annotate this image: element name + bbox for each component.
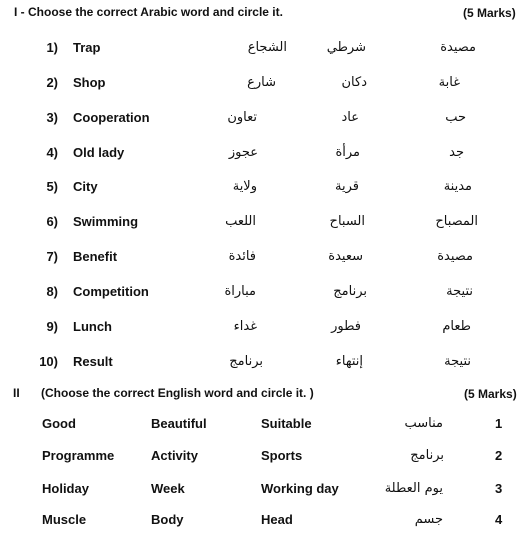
arabic-option-1[interactable]: شارع: [247, 75, 276, 90]
arabic-option-3[interactable]: حب: [445, 110, 466, 125]
arabic-option-3[interactable]: نتيجة: [444, 354, 471, 369]
english-option-3[interactable]: Working day: [261, 481, 339, 496]
english-word: Swimming: [73, 214, 139, 229]
arabic-word: جسم: [414, 512, 443, 527]
arabic-option-2[interactable]: عاد: [341, 110, 359, 125]
english-option-3[interactable]: Suitable: [261, 416, 312, 431]
arabic-option-3[interactable]: مصيدة: [437, 249, 473, 264]
arabic-option-3[interactable]: مدينة: [443, 179, 472, 194]
arabic-word: يوم العطلة: [384, 481, 443, 496]
section-2-title: (Choose the correct English word and circle it. ): [41, 386, 314, 400]
section-1-title: I - Choose the correct Arabic word and circle it.: [14, 5, 283, 19]
question-number: 6): [46, 214, 58, 229]
english-word: City: [73, 179, 98, 194]
arabic-option-1[interactable]: فائدة: [228, 249, 256, 264]
arabic-word: برنامج: [410, 448, 444, 463]
english-word: Competition: [73, 284, 149, 299]
arabic-option-1[interactable]: عجوز: [228, 145, 258, 160]
arabic-option-2[interactable]: سعيدة: [328, 249, 363, 264]
arabic-option-2[interactable]: السباح: [329, 214, 365, 229]
arabic-option-1[interactable]: تعاون: [227, 110, 257, 125]
question-number: 3): [46, 110, 58, 125]
english-option-2[interactable]: Activity: [151, 448, 198, 463]
arabic-option-1[interactable]: برنامج: [229, 354, 263, 369]
arabic-option-3[interactable]: المصباح: [435, 214, 478, 229]
english-option-1[interactable]: Programme: [42, 448, 115, 463]
english-option-2[interactable]: Body: [151, 512, 184, 527]
arabic-option-1[interactable]: الشجاع: [247, 40, 287, 55]
question-number: 10): [39, 354, 58, 369]
english-word: Trap: [73, 40, 101, 55]
english-option-1[interactable]: Good: [42, 416, 76, 431]
question-number: 2): [46, 75, 58, 90]
section-2-marks: (5 Marks): [464, 387, 517, 401]
question-number: 9): [46, 319, 58, 334]
question-number: 8): [46, 284, 58, 299]
english-word: Shop: [73, 75, 106, 90]
arabic-option-2[interactable]: برنامج: [333, 284, 367, 299]
question-number: 7): [46, 249, 58, 264]
english-option-1[interactable]: Holiday: [42, 481, 89, 496]
arabic-option-1[interactable]: مباراة: [224, 284, 256, 299]
english-option-2[interactable]: Week: [151, 481, 185, 496]
english-word: Cooperation: [73, 110, 150, 125]
english-option-3[interactable]: Head: [261, 512, 293, 527]
english-word: Lunch: [73, 319, 112, 334]
arabic-option-1[interactable]: غداء: [233, 319, 257, 334]
arabic-option-3[interactable]: جد: [449, 145, 464, 160]
section-1-marks: (5 Marks): [463, 6, 516, 20]
arabic-word: مناسب: [404, 416, 443, 431]
arabic-option-1[interactable]: اللعب: [225, 214, 256, 229]
english-option-2[interactable]: Beautiful: [151, 416, 207, 431]
question-number: 4): [46, 145, 58, 160]
arabic-option-2[interactable]: إنتهاء: [335, 354, 363, 369]
arabic-option-3[interactable]: مصيدة: [440, 40, 476, 55]
arabic-option-2[interactable]: مرأة: [335, 145, 360, 160]
question-number: 2: [495, 448, 503, 463]
arabic-option-2[interactable]: فطور: [331, 319, 361, 334]
english-word: Old lady: [73, 145, 125, 160]
arabic-option-2[interactable]: شرطي: [326, 40, 366, 55]
arabic-option-3[interactable]: نتيجة: [446, 284, 473, 299]
question-number: 5): [46, 179, 58, 194]
question-number: 3: [495, 481, 503, 496]
english-option-1[interactable]: Muscle: [42, 512, 87, 527]
question-number: 4: [495, 512, 503, 527]
question-number: 1): [46, 40, 58, 55]
question-number: 1: [495, 416, 503, 431]
section-2-roman: II: [13, 386, 20, 400]
english-option-3[interactable]: Sports: [261, 448, 303, 463]
arabic-option-1[interactable]: ولاية: [232, 179, 257, 194]
arabic-option-3[interactable]: طعام: [442, 319, 471, 334]
english-word: Benefit: [73, 249, 118, 264]
arabic-option-2[interactable]: دكان: [341, 75, 367, 90]
arabic-option-3[interactable]: غابة: [438, 75, 460, 90]
english-word: Result: [73, 354, 113, 369]
arabic-option-2[interactable]: قرية: [335, 179, 359, 194]
